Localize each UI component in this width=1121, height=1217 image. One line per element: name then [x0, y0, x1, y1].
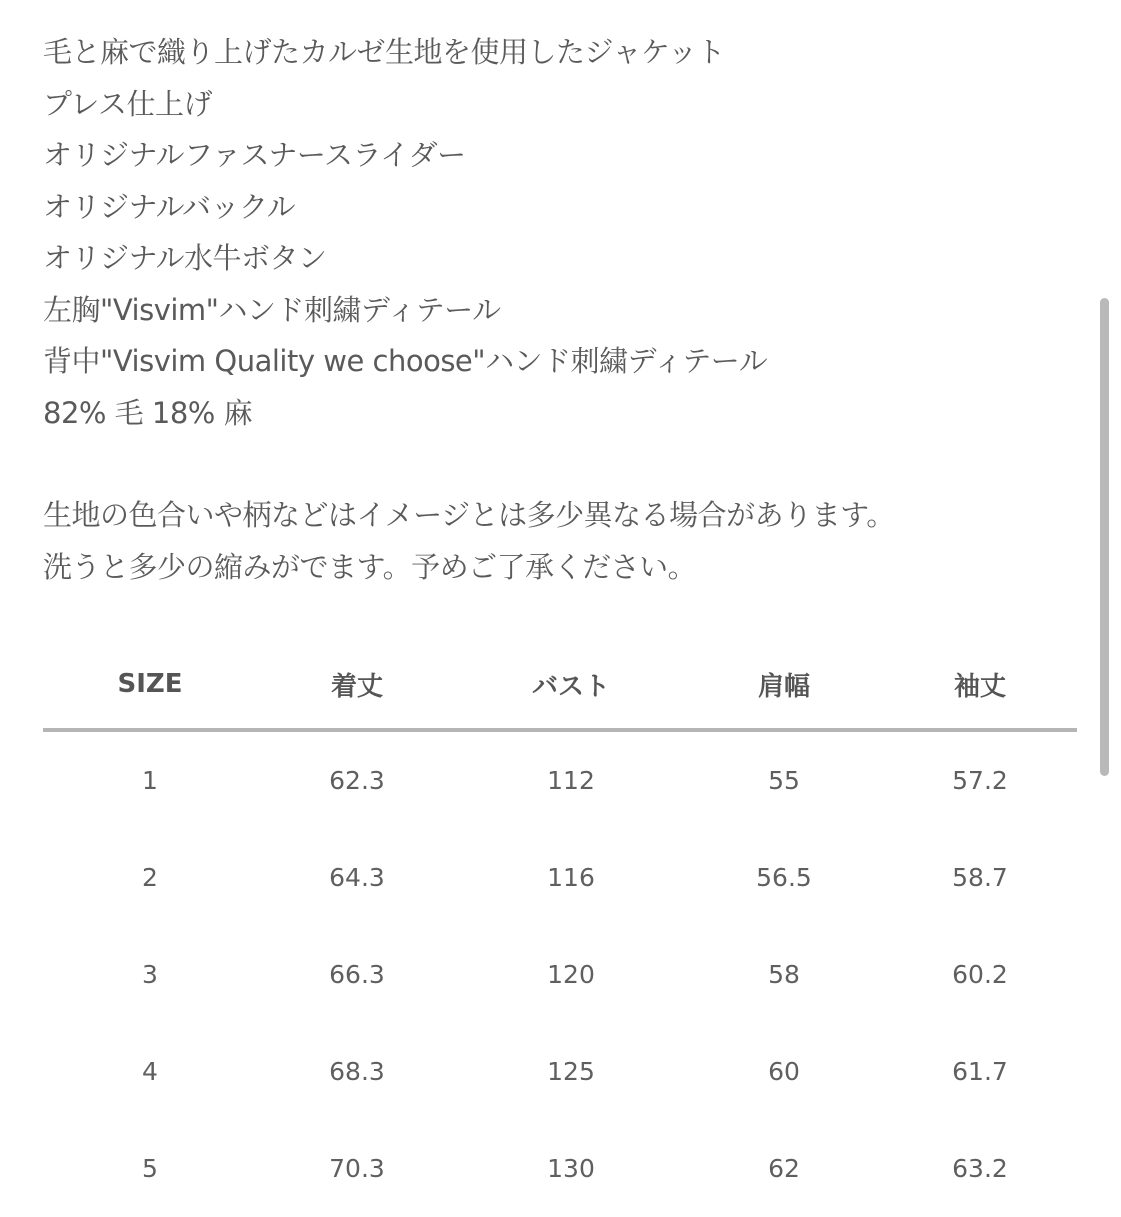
scrollbar-thumb[interactable] — [1100, 298, 1109, 776]
table-cell: 62.3 — [329, 766, 385, 795]
description-line: 左胸"Visvim"ハンド刺繍ディテール — [43, 292, 501, 327]
table-cell: 112 — [547, 766, 595, 795]
table-row — [43, 1023, 1077, 1120]
table-cell: 63.2 — [952, 1154, 1008, 1183]
table-cell: 70.3 — [329, 1154, 385, 1183]
column-header-shoulder: 肩幅 — [685, 640, 883, 730]
table-cell: 60 — [768, 1057, 800, 1086]
table-cell: 5 — [142, 1154, 158, 1183]
table-cell: 120 — [547, 960, 595, 989]
description-line: オリジナルバックル — [43, 189, 296, 224]
care-notes — [43, 490, 1083, 593]
table-cell: 55 — [768, 766, 800, 795]
table-row — [43, 829, 1077, 926]
table-cell: 116 — [547, 863, 595, 892]
product-description — [43, 27, 1063, 439]
column-header-length: 着丈 — [257, 640, 457, 730]
table-cell: 56.5 — [756, 863, 812, 892]
note-line: 洗うと多少の縮みがでます。予めご了承ください。 — [43, 549, 697, 584]
material-composition: 82% 毛 18% 麻 — [43, 395, 253, 430]
table-cell: 61.7 — [952, 1057, 1008, 1086]
table-cell: 1 — [142, 766, 158, 795]
table-cell: 68.3 — [329, 1057, 385, 1086]
table-cell: 3 — [142, 960, 158, 989]
table-cell: 58 — [768, 960, 800, 989]
table-header-row — [43, 640, 1077, 730]
table-cell: 2 — [142, 863, 158, 892]
table-cell: 58.7 — [952, 863, 1008, 892]
table-cell: 62 — [768, 1154, 800, 1183]
table-row — [43, 1120, 1077, 1217]
description-line: オリジナルファスナースライダー — [43, 138, 466, 172]
column-header-bust: バスト — [457, 640, 685, 730]
column-header-sleeve: 袖丈 — [883, 640, 1077, 730]
description-line: オリジナル水牛ボタン — [43, 241, 327, 275]
table-cell: 66.3 — [329, 960, 385, 989]
table-cell: 125 — [547, 1057, 595, 1086]
table-row — [43, 926, 1077, 1023]
description-line: プレス仕上げ — [43, 86, 212, 121]
table-cell: 4 — [142, 1057, 158, 1086]
description-line: 毛と麻で織り上げたカルゼ生地を使用したジャケット — [43, 35, 725, 69]
table-row — [43, 730, 1077, 829]
table-cell: 130 — [547, 1154, 595, 1183]
table-cell: 60.2 — [952, 960, 1008, 989]
note-line: 生地の色合いや柄などはイメージとは多少異なる場合があります。 — [43, 498, 895, 532]
size-chart-table — [43, 640, 1077, 1217]
description-line: 背中"Visvim Quality we choose"ハンド刺繍ディテール — [43, 344, 768, 378]
table-cell: 64.3 — [329, 863, 385, 892]
vertical-scrollbar[interactable] — [1100, 298, 1111, 778]
table-cell: 57.2 — [952, 766, 1008, 795]
column-header-size: SIZE — [43, 640, 257, 730]
